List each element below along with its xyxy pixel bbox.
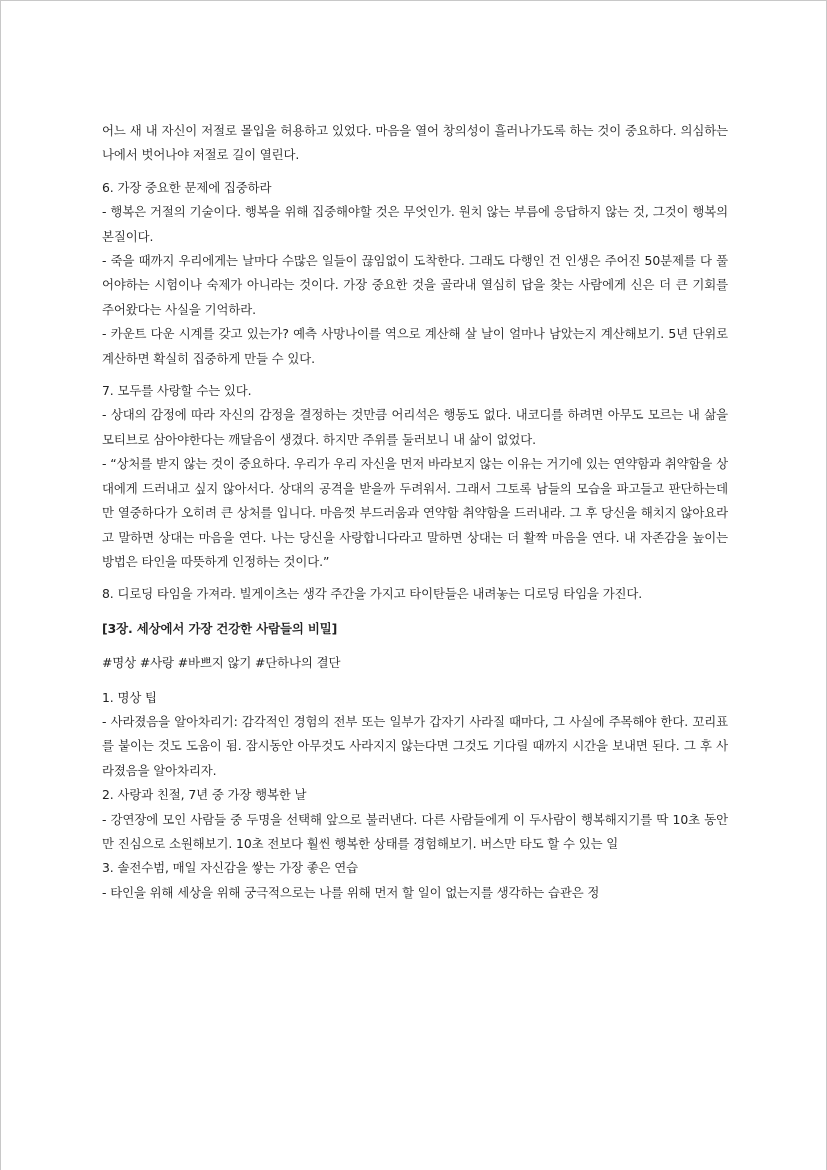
subsection-heading-3: 3. 솔전수범, 매일 자신감을 쌓는 가장 좋은 연습 [102, 860, 358, 876]
subsection-heading-1: 1. 명상 팁 [102, 689, 157, 705]
section-heading-8: 8. 디로딩 타임을 가져라. 빌게이츠는 생각 주간을 가지고 타이탄들은 내려놓는 디로딩 타임을 가진다. [102, 586, 643, 602]
subsection-heading-2: 2. 사랑과 친절, 7년 중 가장 행복한 날 [102, 787, 307, 803]
body-paragraph: - 강연장에 모인 사람들 중 두명을 선택해 앞으로 불러낸다. 다른 사람들에게 이 두사람이 행복해지기를 딱 10초 동안만 진심으로 소원해보기. 10초 전보다 훨씬 행복한 상태를 경험해보기. 버스만 타도 할 수 있는 일 [102, 811, 728, 851]
body-quote-paragraph: - “상처를 받지 않는 것이 중요하다. 우리가 우리 자신을 먼저 바라보지 않는 이유는 거기에 있는 연약함과 취약함을 상대에게 드러내고 싶지 않아서다. 상대의 공격을 받을까 두려워서. 그래서 그토록 남들의 모습을 파고들고 판단하는데만 열중하다가 오히려 큰 상처를 입니다. 마음껏 부드러움과 연약함 취약함을 드러내라. 그 후 당신을 해치지 않아요라고 말하면 상대는 마음을 연다. 나는 당신을 사랑합니다라고 말하면 상대는 더 활짝 마음을 연다. 내 자존감을 높이는 방법은 타인을 따뜻하게 인정하는 것이다.” [102, 456, 728, 569]
body-paragraph: - 죽을 때까지 우리에게는 날마다 수많은 일들이 끊임없이 도착한다. 그래도 다행인 건 인생은 주어진 50분제를 다 풀어야하는 시험이나 숙제가 아니라는 것이다. 가장 중요한 것을 골라내 열심히 답을 찾는 사람에게 신은 더 큰 기회를 주어왔다는 사실을 기억하라. [102, 253, 728, 317]
body-paragraph: - 타인을 위해 세상을 위해 궁극적으로는 나를 위해 먼저 할 일이 없는지를 생각하는 습관은 정 [102, 884, 600, 900]
section-heading-6: 6. 가장 중요한 문제에 집중하라 [102, 179, 272, 195]
hashtag-line: #명상 #사랑 #바쁘지 않기 #단하나의 결단 [102, 655, 341, 671]
body-paragraph: - 행복은 거절의 기술이다. 행복을 위해 집중해야할 것은 무엇인가. 원치 않는 부름에 응답하지 않는 것, 그것이 행복의 본질이다. [102, 204, 728, 244]
document-body [102, 119, 728, 905]
section-heading-7: 7. 모두를 사랑할 수는 있다. [102, 383, 252, 399]
chapter-heading: [3장. 세상에서 가장 건강한 사람들의 비밀] [102, 620, 338, 636]
body-paragraph: - 상대의 감정에 따라 자신의 감정을 결정하는 것만큼 어리석은 행동도 없다. 내코디를 하려면 아무도 모르는 내 삶을 모티브로 삼아야한다는 깨달음이 생겼다. 하지만 주위를 둘러보니 내 삶이 없었다. [102, 407, 728, 447]
body-paragraph: - 카운트 다운 시계를 갖고 있는가? 예측 사망나이를 역으로 계산해 살 날이 얼마나 남았는지 계산해보기. 5년 단위로 계산하면 확실히 집중하게 만들 수 있다. [102, 326, 728, 366]
body-paragraph: - 사라졌음을 알아차리기: 감각적인 경험의 전부 또는 일부가 갑자기 사라질 때마다, 그 사실에 주목해야 한다. 꼬리표를 붙이는 것도 도움이 됨. 잠시동안 아무것도 사라지지 않는다면 그것도 기다릴 때까지 시간을 보내면 된다. 그 후 사라졌음을 알아차리자. [102, 713, 728, 778]
body-paragraph: 어느 새 내 자신이 저절로 몰입을 허용하고 있었다. 마음을 열어 창의성이 흘러나가도록 하는 것이 중요하다. 의심하는 나에서 벗어나야 저절로 길이 열린다. [102, 123, 728, 163]
